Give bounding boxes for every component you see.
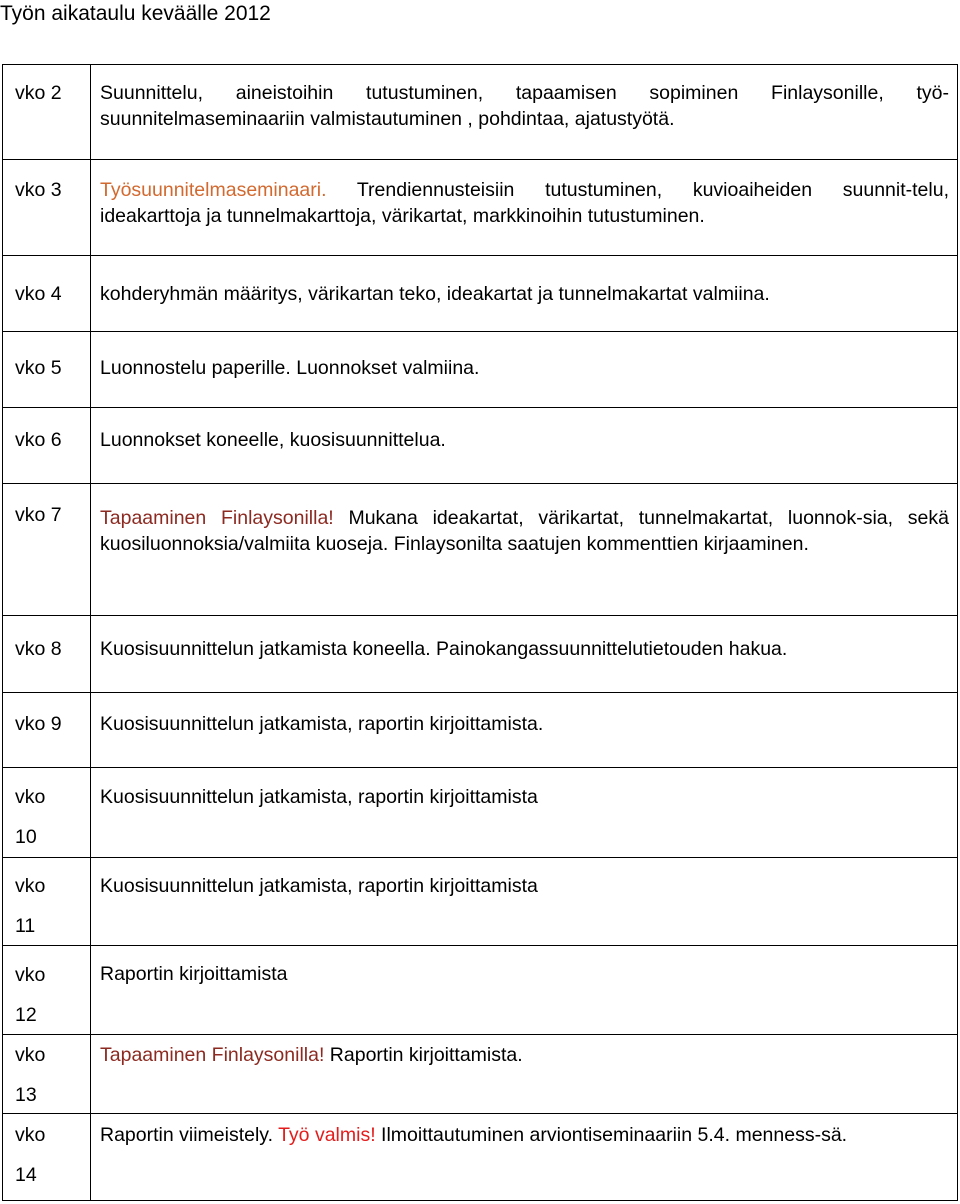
column-divider bbox=[90, 65, 91, 1200]
row-divider bbox=[3, 159, 957, 160]
task-text: Kuosisuunnittelun jatkamista, raportin kirjoittamista bbox=[100, 875, 538, 897]
task-highlight: Työsuunnitelmaseminaari. bbox=[100, 179, 327, 201]
task-text: Luonnostelu paperille. Luonnokset valmiina. bbox=[100, 357, 480, 379]
task-text: Raportin viimeistely. Työ valmis! Ilmoittautuminen arviontiseminaariin 5.4. menness-sä. bbox=[100, 1124, 848, 1146]
row-divider bbox=[3, 615, 957, 616]
week-label: vko 4 bbox=[15, 283, 62, 305]
row-divider bbox=[3, 857, 957, 858]
row-divider bbox=[3, 692, 957, 693]
task-highlight: Tapaaminen Finlaysonilla! bbox=[100, 507, 334, 529]
task-text: Kuosisuunnittelun jatkamista, raportin kirjoittamista. bbox=[100, 713, 544, 735]
document-title: Työn aikataulu keväälle 2012 bbox=[0, 2, 271, 25]
row-divider bbox=[3, 483, 957, 484]
task-text: Luonnokset koneelle, kuosisuunnittelua. bbox=[100, 429, 446, 451]
row-divider bbox=[3, 1034, 957, 1035]
week-label: vko 11 bbox=[15, 875, 46, 937]
week-label: vko 14 bbox=[15, 1124, 46, 1186]
task-highlight: Työ valmis! bbox=[278, 1124, 376, 1146]
task-text: Tapaaminen Finlaysonilla! Raportin kirjoittamista. bbox=[100, 1044, 523, 1066]
week-label: vko 3 bbox=[15, 179, 62, 201]
week-label: vko 13 bbox=[15, 1044, 46, 1106]
task-text: Työsuunnitelmaseminaari. Trendiennusteisiin tutustuminen, kuvioaiheiden suunnit-telu, ideakarttoja ja tunnelmakarttoja, värikartat, markkinoihin tutustuminen. bbox=[100, 179, 949, 227]
schedule-table bbox=[2, 64, 958, 1201]
task-text: kohderyhmän määritys, värikartan teko, ideakartat ja tunnelmakartat valmiina. bbox=[100, 283, 770, 305]
task-text: Tapaaminen Finlaysonilla! Mukana ideakartat, värikartat, tunnelmakartat, luonnok-sia, sekä kuosiluonnoksia/valmiita kuoseja. Finlaysonilta saatujen kommenttien kirjaaminen. bbox=[100, 507, 949, 555]
row-divider bbox=[3, 1113, 957, 1114]
week-label: vko 12 bbox=[15, 964, 46, 1026]
week-label: vko 10 bbox=[15, 786, 46, 848]
week-label: vko 8 bbox=[15, 638, 62, 660]
row-divider bbox=[3, 407, 957, 408]
task-text: Raportin kirjoittamista bbox=[100, 963, 288, 985]
week-label: vko 5 bbox=[15, 357, 62, 379]
row-divider bbox=[3, 331, 957, 332]
task-text: Kuosisuunnittelun jatkamista, raportin kirjoittamista bbox=[100, 786, 538, 808]
week-label: vko 2 bbox=[15, 82, 62, 104]
row-divider bbox=[3, 255, 957, 256]
week-label: vko 7 bbox=[15, 504, 62, 526]
row-divider bbox=[3, 945, 957, 946]
task-text: Suunnittelu, aineistoihin tutustuminen, tapaamisen sopiminen Finlaysonille, työ-suunnitelmaseminaariin valmistautuminen , pohdintaa, ajatustyötä. bbox=[100, 82, 949, 130]
week-label: vko 6 bbox=[15, 429, 62, 451]
row-divider bbox=[3, 767, 957, 768]
task-highlight: Tapaaminen Finlaysonilla! bbox=[100, 1044, 325, 1066]
week-label: vko 9 bbox=[15, 713, 62, 735]
task-text: Kuosisuunnittelun jatkamista koneella. Painokangassuunnittelutietouden hakua. bbox=[100, 638, 788, 660]
